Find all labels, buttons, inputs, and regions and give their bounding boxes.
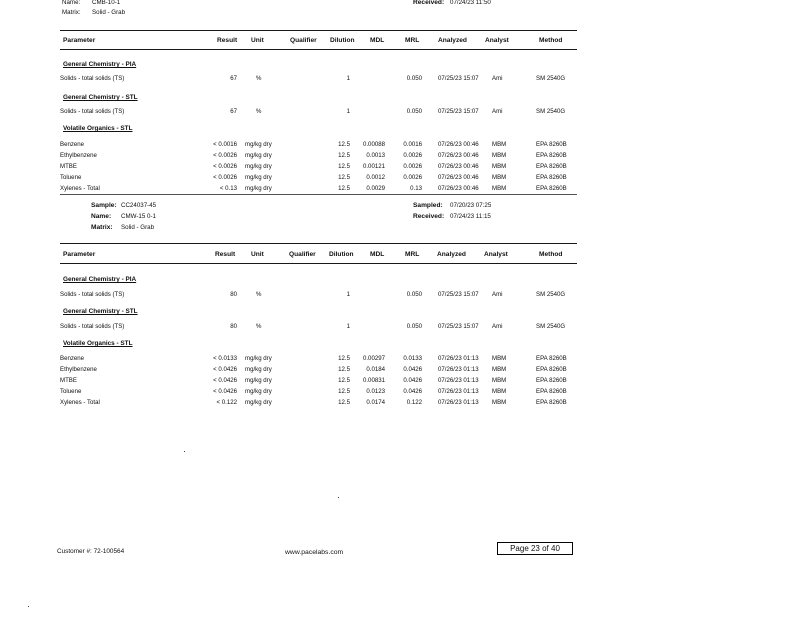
row-unit: % <box>256 75 262 82</box>
row-mrl: 0.0026 <box>403 174 422 181</box>
sample2-top-rule <box>60 243 577 244</box>
row-analyzed: 07/25/23 15:07 <box>438 323 479 330</box>
row-mrl: 0.0026 <box>403 152 422 159</box>
col-parameter: Parameter <box>63 251 96 258</box>
row-parameter: MTBE <box>60 163 77 170</box>
col-result: Result <box>217 37 238 44</box>
row-analyst: MBM <box>492 366 507 373</box>
row-dilution: 12.5 <box>338 152 350 159</box>
row-result: < 0.0426 <box>213 388 237 395</box>
col-method: Method <box>539 251 563 258</box>
table-row <box>0 185 800 193</box>
row-mrl: 0.050 <box>406 291 422 298</box>
row-method: SM 2540G <box>536 323 566 330</box>
row-analyzed: 07/26/23 00:46 <box>438 185 479 192</box>
row-mdl: 0.00297 <box>362 355 385 362</box>
row-analyst: Ami <box>492 75 503 82</box>
sample1-section-gc-pia: General Chemistry - PIA <box>63 61 137 68</box>
row-analyzed: 07/25/23 15:07 <box>438 291 479 298</box>
col-mdl: MDL <box>370 37 385 44</box>
sample2-section-gc-stl: General Chemistry - STL <box>63 308 138 315</box>
row-analyzed: 07/25/23 15:07 <box>438 75 479 82</box>
row-mrl: 0.0133 <box>403 355 422 362</box>
row-mrl: 0.122 <box>406 399 422 406</box>
row-mdl: 0.00121 <box>362 163 385 170</box>
row-parameter: Benzene <box>60 355 85 362</box>
sample1-name-label: Name: <box>62 0 81 6</box>
footer-customer-number: Customer #: 72-100564 <box>57 548 125 555</box>
row-method: EPA 8260B <box>536 152 567 159</box>
row-unit: mg/kg dry <box>245 141 272 148</box>
row-mdl: 0.0029 <box>366 185 385 192</box>
row-parameter: Solids - total solids (TS) <box>60 75 125 82</box>
row-parameter: Ethylbenzene <box>60 366 97 373</box>
row-unit: mg/kg dry <box>245 185 272 192</box>
row-method: SM 2540G <box>536 291 566 298</box>
row-unit: % <box>256 323 262 330</box>
row-analyzed: 07/26/23 00:46 <box>438 152 479 159</box>
sample2-section-gc-pia: General Chemistry - PIA <box>63 276 137 283</box>
row-result: 80 <box>230 291 237 298</box>
sample2-sample-value: CC24037-45 <box>121 202 157 209</box>
table-row <box>0 152 800 160</box>
row-unit: mg/kg dry <box>245 355 272 362</box>
table-row <box>0 355 800 363</box>
row-analyst: Ami <box>492 291 503 298</box>
sample1-matrix-label: Matrix: <box>62 9 81 16</box>
row-method: EPA 8260B <box>536 399 567 406</box>
row-result: < 0.0133 <box>213 355 237 362</box>
row-result: < 0.0016 <box>213 141 237 148</box>
table-row <box>0 163 800 171</box>
row-mrl: 0.0426 <box>403 388 422 395</box>
sample2-received-label: Received: <box>413 213 445 220</box>
row-analyst: MBM <box>492 388 507 395</box>
row-result: < 0.0026 <box>213 152 237 159</box>
row-analyzed: 07/26/23 01:13 <box>438 399 479 406</box>
sample2-section-vo-stl: Volatile Organics - STL <box>63 340 133 347</box>
row-result: 67 <box>230 108 237 115</box>
col-analyzed: Analyzed <box>438 37 467 44</box>
sample1-top-rule <box>60 30 577 31</box>
row-parameter: MTBE <box>60 377 77 384</box>
sample2-name-value: CMW-15 0-1 <box>121 213 156 220</box>
row-unit: mg/kg dry <box>245 388 272 395</box>
row-method: EPA 8260B <box>536 377 567 384</box>
col-result: Result <box>215 251 236 258</box>
sample2-matrix-label: Matrix: <box>91 224 113 231</box>
sample2-header-rule <box>60 263 577 264</box>
row-analyzed: 07/26/23 01:13 <box>438 366 479 373</box>
row-analyzed: 07/26/23 00:46 <box>438 163 479 170</box>
row-analyzed: 07/26/23 01:13 <box>438 388 479 395</box>
table-row <box>0 323 800 331</box>
row-parameter: Xylenes - Total <box>60 399 100 406</box>
row-result: < 0.0026 <box>213 174 237 181</box>
row-unit: mg/kg dry <box>245 366 272 373</box>
table-row <box>0 388 800 396</box>
row-method: SM 2540G <box>536 75 566 82</box>
row-dilution: 1 <box>346 291 350 298</box>
sample1-name-value: CMB-10-1 <box>92 0 121 6</box>
row-mdl: 0.0184 <box>366 366 385 373</box>
row-unit: mg/kg dry <box>245 152 272 159</box>
sample1-section-gc-stl: General Chemistry - STL <box>63 94 138 101</box>
sample1-section-vo-stl: Volatile Organics - STL <box>63 125 133 132</box>
row-dilution: 12.5 <box>338 185 350 192</box>
col-dilution: Dilution <box>329 251 354 258</box>
row-unit: mg/kg dry <box>245 399 272 406</box>
col-unit: Unit <box>251 37 264 44</box>
row-unit: mg/kg dry <box>245 174 272 181</box>
col-qualifier: Qualifier <box>290 37 317 44</box>
row-result: < 0.0026 <box>213 163 237 170</box>
sample2-sampled-label: Sampled: <box>413 202 443 209</box>
row-dilution: 12.5 <box>338 355 350 362</box>
row-dilution: 12.5 <box>338 366 350 373</box>
table-row <box>0 291 800 299</box>
row-mrl: 0.0016 <box>403 141 422 148</box>
row-analyst: MBM <box>492 399 507 406</box>
col-method: Method <box>539 37 563 44</box>
col-analyst: Analyst <box>485 37 509 44</box>
sample1-received-value: 07/24/23 11:50 <box>450 0 491 6</box>
row-mdl: 0.0013 <box>366 152 385 159</box>
col-mdl: MDL <box>370 251 385 258</box>
row-dilution: 12.5 <box>338 163 350 170</box>
row-dilution: 12.5 <box>338 141 350 148</box>
row-mrl: 0.0426 <box>403 366 422 373</box>
row-parameter: Solids - total solids (TS) <box>60 108 125 115</box>
col-qualifier: Qualifier <box>289 251 316 258</box>
row-analyst: MBM <box>492 141 507 148</box>
row-mrl: 0.050 <box>406 75 422 82</box>
table-row <box>0 366 800 374</box>
sample2-name-label: Name: <box>91 213 112 220</box>
row-method: EPA 8260B <box>536 141 567 148</box>
table-row <box>0 399 800 407</box>
scan-speck <box>338 497 339 498</box>
row-mrl: 0.050 <box>406 108 422 115</box>
row-method: EPA 8260B <box>536 185 567 192</box>
row-mrl: 0.0026 <box>403 163 422 170</box>
row-method: EPA 8260B <box>536 355 567 362</box>
row-analyzed: 07/26/23 00:46 <box>438 141 479 148</box>
row-method: EPA 8260B <box>536 366 567 373</box>
row-mdl: 0.00088 <box>362 141 385 148</box>
table-row <box>0 75 800 83</box>
row-dilution: 1 <box>346 323 350 330</box>
row-analyst: MBM <box>492 185 507 192</box>
sample1-received-label: Received: <box>413 0 445 6</box>
scan-speck <box>28 606 29 607</box>
row-analyzed: 07/26/23 00:46 <box>438 174 479 181</box>
col-analyst: Analyst <box>484 251 508 258</box>
sample2-matrix-value: Solid - Grab <box>121 224 155 231</box>
row-analyzed: 07/26/23 01:13 <box>438 355 479 362</box>
row-mdl: 0.00831 <box>362 377 385 384</box>
row-dilution: 12.5 <box>338 399 350 406</box>
row-analyst: MBM <box>492 174 507 181</box>
row-unit: % <box>256 108 262 115</box>
scan-speck <box>184 451 185 452</box>
row-analyst: MBM <box>492 377 507 384</box>
row-method: EPA 8260B <box>536 174 567 181</box>
row-result: < 0.13 <box>219 185 237 192</box>
table-row <box>0 174 800 182</box>
row-analyzed: 07/25/23 15:07 <box>438 108 479 115</box>
col-parameter: Parameter <box>63 37 96 44</box>
row-unit: mg/kg dry <box>245 163 272 170</box>
row-analyst: MBM <box>492 355 507 362</box>
row-dilution: 12.5 <box>338 377 350 384</box>
sample1-bottom-rule <box>60 194 577 195</box>
row-mrl: 0.0426 <box>403 377 422 384</box>
row-parameter: Benzene <box>60 141 85 148</box>
table-row <box>0 108 800 116</box>
row-dilution: 12.5 <box>338 174 350 181</box>
sample2-sample-label: Sample: <box>91 202 117 209</box>
sample2-sampled-value: 07/20/23 07:25 <box>450 202 492 209</box>
footer-page-number: Page 23 of 40 <box>497 542 573 555</box>
col-analyzed: Analyzed <box>437 251 466 258</box>
row-analyzed: 07/26/23 01:13 <box>438 377 479 384</box>
row-dilution: 1 <box>346 108 350 115</box>
row-unit: % <box>256 291 262 298</box>
row-parameter: Solids - total solids (TS) <box>60 291 125 298</box>
row-analyst: Ami <box>492 323 503 330</box>
col-unit: Unit <box>251 251 264 258</box>
row-result: < 0.0426 <box>213 366 237 373</box>
row-result: < 0.0426 <box>213 377 237 384</box>
sample2-received-value: 07/24/23 11:15 <box>450 213 491 220</box>
row-parameter: Toluene <box>60 174 82 181</box>
row-dilution: 1 <box>346 75 350 82</box>
row-parameter: Ethylbenzene <box>60 152 97 159</box>
row-result: 67 <box>230 75 237 82</box>
row-analyst: MBM <box>492 163 507 170</box>
row-mdl: 0.0123 <box>366 388 385 395</box>
row-method: SM 2540G <box>536 108 566 115</box>
row-method: EPA 8260B <box>536 388 567 395</box>
row-mrl: 0.13 <box>410 185 422 192</box>
col-dilution: Dilution <box>330 37 355 44</box>
row-dilution: 12.5 <box>338 388 350 395</box>
row-analyst: Ami <box>492 108 503 115</box>
col-mrl: MRL <box>405 37 420 44</box>
row-parameter: Xylenes - Total <box>60 185 100 192</box>
row-unit: mg/kg dry <box>245 377 272 384</box>
col-mrl: MRL <box>405 251 420 258</box>
table-row <box>0 141 800 149</box>
row-mrl: 0.050 <box>406 323 422 330</box>
row-method: EPA 8260B <box>536 163 567 170</box>
row-result: < 0.122 <box>216 399 237 406</box>
sample1-header-rule <box>60 49 577 50</box>
row-parameter: Toluene <box>60 388 82 395</box>
row-mdl: 0.0012 <box>366 174 385 181</box>
sample1-matrix-value: Solid - Grab <box>92 9 126 16</box>
footer-website: www.pacelabs.com <box>285 549 344 556</box>
row-result: 80 <box>230 323 237 330</box>
row-parameter: Solids - total solids (TS) <box>60 323 125 330</box>
row-analyst: MBM <box>492 152 507 159</box>
row-mdl: 0.0174 <box>366 399 385 406</box>
table-row <box>0 377 800 385</box>
